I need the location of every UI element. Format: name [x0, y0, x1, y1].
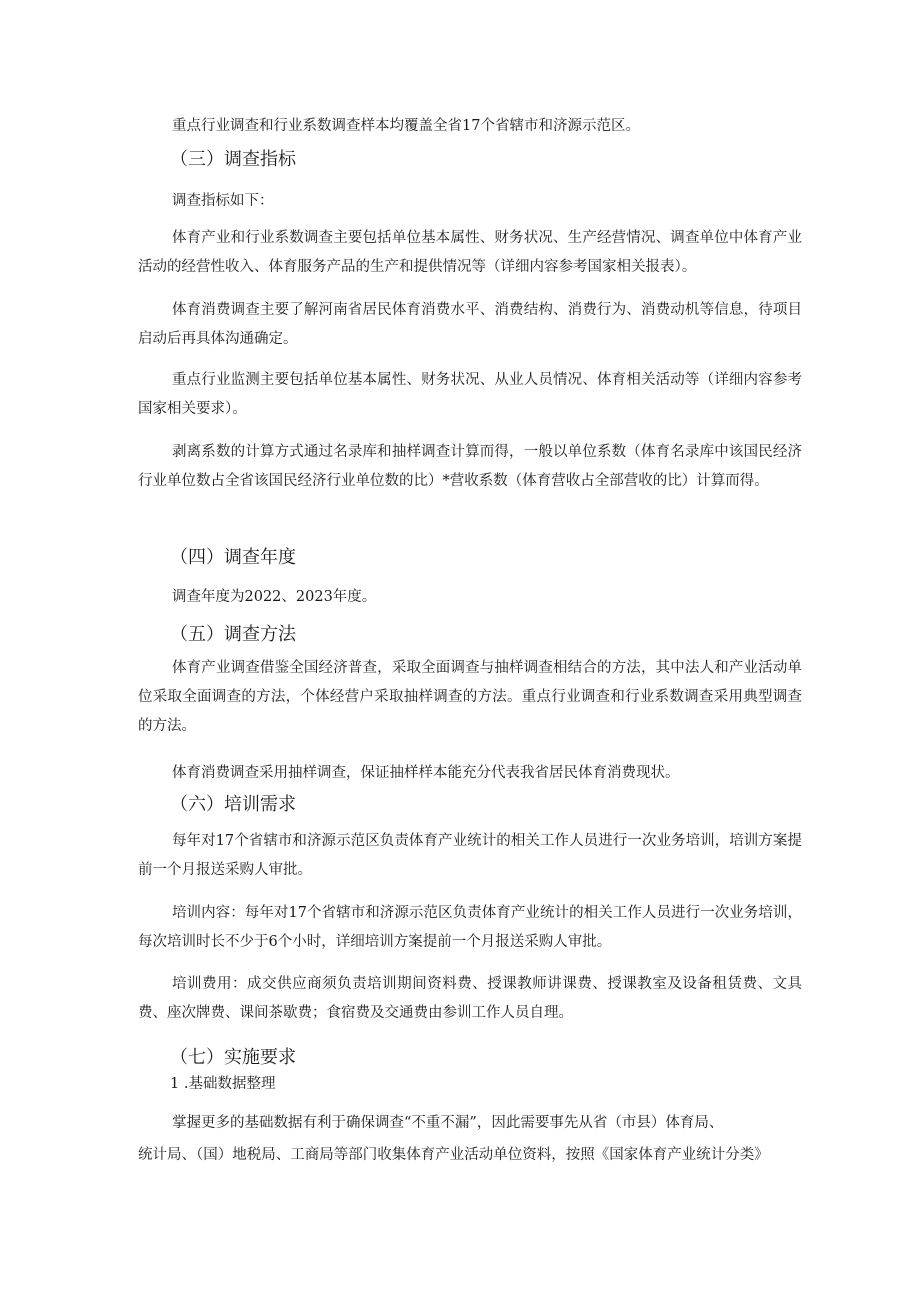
- paragraph-consumption-survey-method: 体育消费调查采用抽样调查，保证抽样样本能充分代表我省居民体育消费现状。: [172, 765, 680, 781]
- paragraph-stripping-coefficient: 剥离系数的计算方式通过名录库和抽样调查计算而得，一般以单位系数（体育名录库中该国民经济行业单位数占全省该国民经济行业单位数的比）*营收系数（体育营收占全部营收的比）计算而得。: [138, 444, 802, 489]
- subheading-basic-data: 1 .基础数据整理: [170, 1076, 276, 1092]
- paragraph-basic-data-line2: 统计局、（国）地税局、工商局等部门收集体育产业活动单位资料，按照《国家体育产业统计分类》: [138, 1147, 769, 1163]
- paragraph-training-content: 培训内容：每年对17个省辖市和济源示范区负责体育产业统计的相关工作人员进行一次业务培训，每次培训时长不少于6个小时，详细培训方案提前一个月报送采购人审批。: [138, 905, 802, 950]
- paragraph-consumption-survey: 体育消费调查主要了解河南省居民体育消费水平、消费结构、消费行为、消费动机等信息，待项目启动后再具体沟通确定。: [138, 302, 802, 347]
- paragraph-industry-indicators: 体育产业和行业系数调查主要包括单位基本属性、财务状况、生产经营情况、调查单位中体育产业活动的经营性收入、体育服务产品的生产和提供情况等（详细内容参考国家相关报表）。: [138, 230, 802, 275]
- paragraph-survey-year: 调查年度为2022、2023年度。: [172, 589, 377, 605]
- heading-training-needs: （六）培训需求: [170, 794, 296, 815]
- paragraph-indicators-intro: 调查指标如下：: [172, 193, 274, 209]
- heading-survey-indicators: （三）调查指标: [170, 149, 296, 170]
- paragraph-annual-training: 每年对17个省辖市和济源示范区负责体育产业统计的相关工作人员进行一次业务培训，培训方案提前一个月报送采购人审批。: [138, 833, 802, 878]
- paragraph-industry-survey-method: 体育产业调查借鉴全国经济普查，采取全面调查与抽样调查相结合的方法，其中法人和产业活动单位采取全面调查的方法，个体经营户采取抽样调查的方法。重点行业调查和行业系数调查采用典型调查的方法。: [138, 660, 802, 734]
- paragraph-sample-coverage: 重点行业调查和行业系数调查样本均覆盖全省17个省辖市和济源示范区。: [172, 118, 640, 134]
- paragraph-key-industry-monitoring: 重点行业监测主要包括单位基本属性、财务状况、从业人员情况、体育相关活动等（详细内容参考国家相关要求）。: [138, 372, 802, 417]
- heading-survey-year: （四）调查年度: [170, 547, 296, 568]
- heading-survey-method: （五）调查方法: [170, 624, 296, 645]
- paragraph-training-cost: 培训费用：成交供应商须负责培训期间资料费、授课教师讲课费、授课教室及设备租赁费、文具费、座次牌费、课间茶歇费；食宿费及交通费由参训工作人员自理。: [138, 976, 802, 1021]
- paragraph-basic-data-line1: 掌握更多的基础数据有利于确保调查“不重不漏”，因此需要事先从省（市县）体育局、: [172, 1115, 724, 1131]
- heading-implementation-requirements: （七）实施要求: [170, 1047, 296, 1068]
